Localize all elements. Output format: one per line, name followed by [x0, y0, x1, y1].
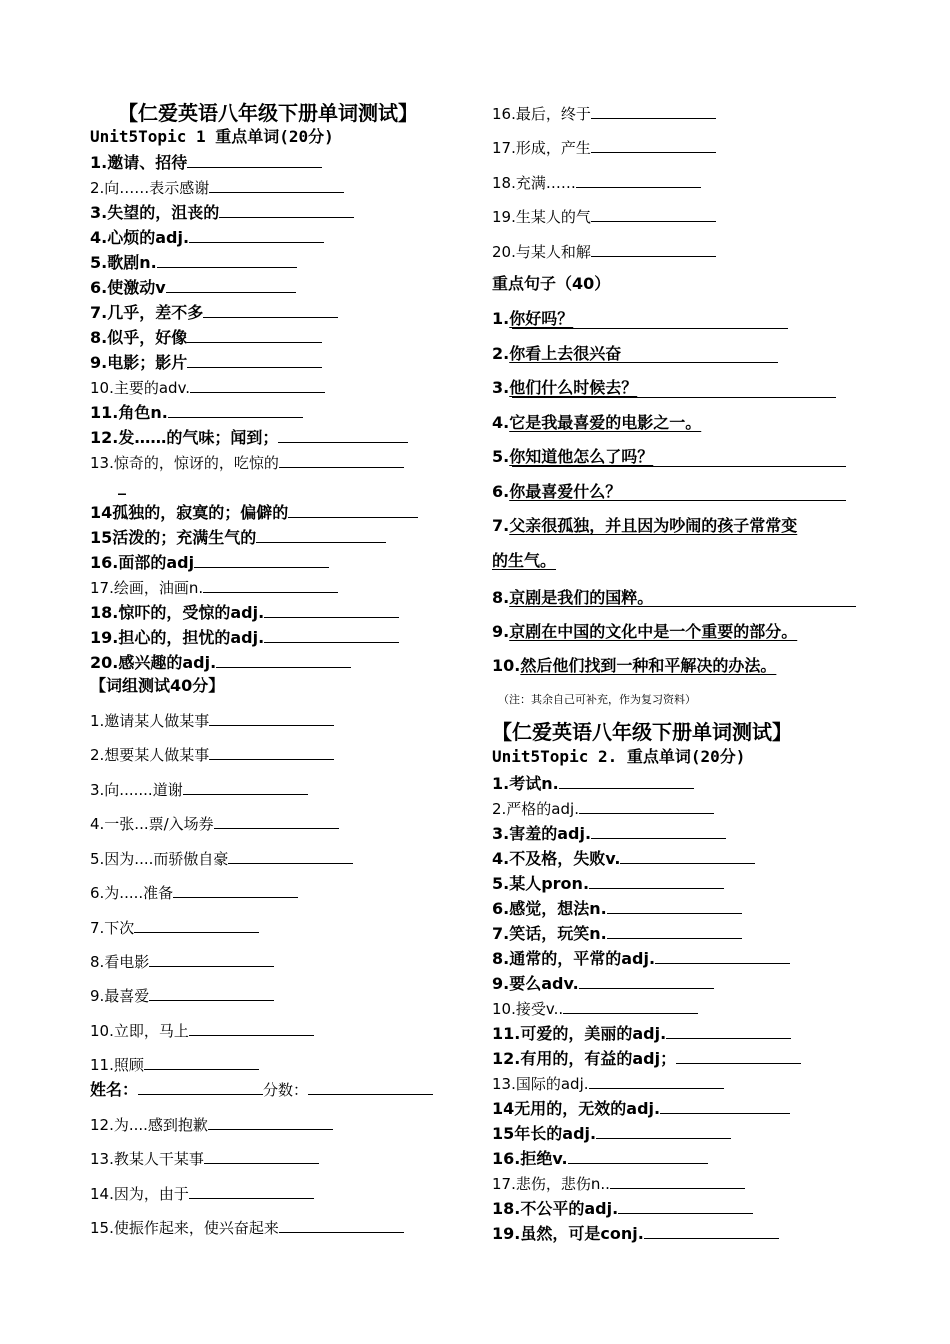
phrase-item: 7.下次 — [90, 918, 259, 936]
answer-blank[interactable] — [190, 378, 325, 393]
phrase-item: 17.形成，产生 — [492, 138, 716, 156]
answer-blank[interactable] — [589, 874, 724, 889]
answer-blank[interactable] — [559, 774, 694, 789]
answer-blank[interactable] — [187, 153, 322, 168]
answer-blank[interactable] — [676, 1049, 801, 1064]
answer-blank[interactable] — [591, 242, 716, 257]
phrase-item: 18.充满…… — [492, 173, 701, 191]
score-label: 分数： — [263, 1081, 309, 1099]
answer-blank[interactable] — [591, 824, 726, 839]
answer-blank[interactable] — [203, 578, 338, 593]
answer-blank[interactable] — [279, 453, 404, 468]
topic2-title: 【仁爱英语八年级下册单词测试】 — [492, 720, 792, 744]
answer-blank[interactable] — [183, 780, 308, 795]
answer-blank[interactable] — [168, 403, 303, 418]
answer-blank[interactable] — [591, 104, 716, 119]
answer-line[interactable] — [512, 397, 836, 398]
answer-blank[interactable] — [279, 1218, 404, 1233]
answer-line[interactable] — [512, 362, 778, 363]
word-item: 9.要么adv. — [492, 974, 714, 992]
word-item: 12.发……的气味；闻到； — [90, 428, 408, 446]
word-item: 5.歌剧n. — [90, 253, 297, 271]
answer-blank[interactable] — [264, 603, 399, 618]
sentence-item: 10.然后他们找到一种和平解决的办法。 — [492, 656, 777, 675]
phrase-item: 5.因为....而骄傲自豪 — [90, 849, 353, 867]
answer-blank[interactable] — [144, 1055, 259, 1070]
score-field[interactable] — [308, 1080, 433, 1095]
word-item: 2.向……表示感谢 — [90, 178, 344, 196]
answer-blank[interactable] — [189, 1021, 314, 1036]
word-item: 1.邀请、招待 — [90, 153, 322, 171]
note-text: （注：其余自己可补充，作为复习资料） — [498, 693, 696, 706]
answer-line[interactable] — [512, 466, 846, 467]
sentence-item: 9.京剧在中国的文化中是一个重要的部分。 — [492, 622, 798, 641]
sentence-item: 2.你看上去很兴奋 — [492, 344, 622, 363]
answer-blank[interactable] — [189, 228, 324, 243]
sentence-item: 5.你知道他怎么了吗？ — [492, 447, 654, 466]
sentence-item: 的生气。 — [492, 551, 557, 570]
phrase-item: 10.立即，马上 — [90, 1021, 314, 1039]
answer-blank[interactable] — [591, 207, 716, 222]
answer-blank[interactable] — [666, 1024, 791, 1039]
word-item: 19.担心的，担忧的adj. — [90, 628, 399, 646]
answer-blank[interactable] — [228, 849, 353, 864]
phrase-item: 13.教某人干某事 — [90, 1149, 319, 1167]
phrase-item: 14.因为，由于 — [90, 1184, 314, 1202]
sentence-item: 6.你最喜爱什么？ — [492, 482, 622, 501]
word-item: 8.似乎，好像 — [90, 328, 322, 346]
answer-blank[interactable] — [219, 203, 354, 218]
answer-blank[interactable] — [187, 353, 322, 368]
answer-blank[interactable] — [214, 814, 339, 829]
phrase-item: 20.与某人和解 — [492, 242, 716, 260]
answer-blank[interactable] — [589, 1074, 724, 1089]
name-field[interactable] — [138, 1080, 263, 1095]
phrase-item: 1.邀请某人做某事 — [90, 711, 334, 729]
answer-blank[interactable] — [655, 949, 790, 964]
answer-blank[interactable] — [644, 1224, 779, 1239]
phrase-item: 2.想要某人做某事 — [90, 745, 334, 763]
phrase-item: 4.一张...票/入场券 — [90, 814, 339, 832]
answer-blank[interactable] — [209, 711, 334, 726]
word-item: 19.虽然，可是conj. — [492, 1224, 779, 1242]
name-score-row — [90, 1080, 433, 1098]
answer-blank[interactable] — [568, 1149, 708, 1164]
answer-line[interactable] — [512, 328, 788, 329]
name-label: 姓名： — [90, 1080, 139, 1099]
word-item: 13.惊奇的，惊讶的，吃惊的 — [90, 453, 404, 471]
answer-blank[interactable] — [264, 628, 399, 643]
answer-blank[interactable] — [149, 952, 274, 967]
phrase-item: 15.使振作起来，使兴奋起来 — [90, 1218, 404, 1236]
word-item: 4.不及格，失败v. — [492, 849, 755, 867]
word-item: 17.绘画，油画n. — [90, 578, 338, 596]
answer-blank[interactable] — [278, 428, 408, 443]
answer-blank[interactable] — [203, 303, 338, 318]
answer-blank[interactable] — [591, 138, 716, 153]
answer-blank[interactable] — [204, 1149, 319, 1164]
word-item: 17.悲伤，悲伤n.. — [492, 1174, 745, 1192]
answer-blank[interactable] — [607, 899, 742, 914]
phrase-item: 16.最后，终于 — [492, 104, 716, 122]
phrase-item: 3.向.......道谢 — [90, 780, 308, 798]
word-item: 12.有用的，有益的adj； — [492, 1049, 801, 1067]
word-item: 4.心烦的adj. — [90, 228, 324, 246]
answer-blank[interactable] — [607, 924, 742, 939]
answer-line[interactable] — [512, 500, 846, 501]
answer-blank[interactable] — [620, 849, 755, 864]
phrase-heading: 【词组测试40分】 — [90, 676, 225, 695]
word-item: 10.主要的adv. — [90, 378, 325, 396]
answer-blank[interactable] — [149, 986, 274, 1001]
phrase-item: 19.生某人的气 — [492, 207, 716, 225]
word-item: 15年长的adj. — [492, 1124, 731, 1142]
answer-blank[interactable] — [208, 1115, 333, 1130]
word-item: 18.不公平的adj. — [492, 1199, 753, 1217]
answer-blank[interactable] — [579, 974, 714, 989]
word-item: 10.接受v.. — [492, 999, 698, 1017]
topic1-title: 【仁爱英语八年级下册单词测试】 — [118, 101, 418, 125]
word-item: 11.角色n. — [90, 403, 303, 421]
word-item: 3.害羞的adj. — [492, 824, 726, 842]
word-item: 3.失望的，沮丧的 — [90, 203, 354, 221]
phrase-item: 6.为.....准备 — [90, 883, 298, 901]
answer-blank[interactable] — [618, 1199, 753, 1214]
phrase-item: 9.最喜爱 — [90, 986, 274, 1004]
word-item: 1.考试n. — [492, 774, 694, 792]
word-item: 6.感觉，想法n. — [492, 899, 742, 917]
answer-blank[interactable] — [256, 528, 386, 543]
answer-blank[interactable] — [216, 653, 351, 668]
answer-blank[interactable] — [209, 745, 334, 760]
word-item: 14无用的，无效的adj. — [492, 1099, 790, 1117]
word-item: 11.可爱的，美丽的adj. — [492, 1024, 791, 1042]
answer-blank[interactable] — [189, 1184, 314, 1199]
sentence-item: 8.京剧是我们的国粹。 — [492, 588, 654, 607]
answer-blank[interactable] — [166, 278, 296, 293]
answer-blank[interactable] — [173, 883, 298, 898]
word-item: 15活泼的；充满生气的 — [90, 528, 386, 546]
word-item: 7.笑话，玩笑n. — [492, 924, 742, 942]
phrase-item: 8.看电影 — [90, 952, 274, 970]
word-item: 8.通常的，平常的adj. — [492, 949, 790, 967]
word-item: 14孤独的，寂寞的；偏僻的 — [90, 503, 418, 521]
word-item: 9.电影；影片 — [90, 353, 322, 371]
word-item: 16.拒绝v. — [492, 1149, 708, 1167]
answer-line[interactable] — [512, 606, 856, 607]
word-item-wrap: _ — [118, 476, 126, 495]
topic2-heading: Unit5Topic 2. 重点单词(20分) — [492, 747, 746, 766]
word-item: 18.惊吓的，受惊的adj. — [90, 603, 399, 621]
word-item: 5.某人pron. — [492, 874, 724, 892]
sentence-heading: 重点句子（40） — [492, 274, 611, 293]
answer-blank[interactable] — [660, 1099, 790, 1114]
word-item: 7.几乎，差不多 — [90, 303, 338, 321]
phrase-item: 12.为....感到抱歉 — [90, 1115, 333, 1133]
sentence-item: 1.你好吗？ — [492, 309, 574, 328]
answer-blank[interactable] — [563, 999, 698, 1014]
answer-blank[interactable] — [576, 173, 701, 188]
sentence-item: 3.他们什么时候去？ — [492, 378, 638, 397]
sentence-item: 7.父亲很孤独，并且因为吵闹的孩子常常变 — [492, 516, 798, 535]
answer-blank[interactable] — [187, 328, 322, 343]
word-item: 16.面部的adj — [90, 553, 329, 571]
answer-blank[interactable] — [610, 1174, 745, 1189]
word-item: 6.使激动v — [90, 278, 296, 296]
answer-blank[interactable] — [157, 253, 297, 268]
phrase-item: 11.照顾 — [90, 1055, 259, 1073]
sentence-item: 4.它是我最喜爱的电影之一。 — [492, 413, 702, 432]
answer-blank[interactable] — [194, 553, 329, 568]
answer-blank[interactable] — [596, 1124, 731, 1139]
word-item: 13.国际的adj. — [492, 1074, 724, 1092]
answer-blank[interactable] — [209, 178, 344, 193]
word-item: 20.感兴趣的adj. — [90, 653, 351, 671]
answer-blank[interactable] — [288, 503, 418, 518]
answer-blank[interactable] — [134, 918, 259, 933]
answer-blank[interactable] — [579, 799, 714, 814]
topic1-heading: Unit5Topic 1 重点单词(20分) — [90, 127, 334, 146]
word-item: 2.严格的adj. — [492, 799, 714, 817]
